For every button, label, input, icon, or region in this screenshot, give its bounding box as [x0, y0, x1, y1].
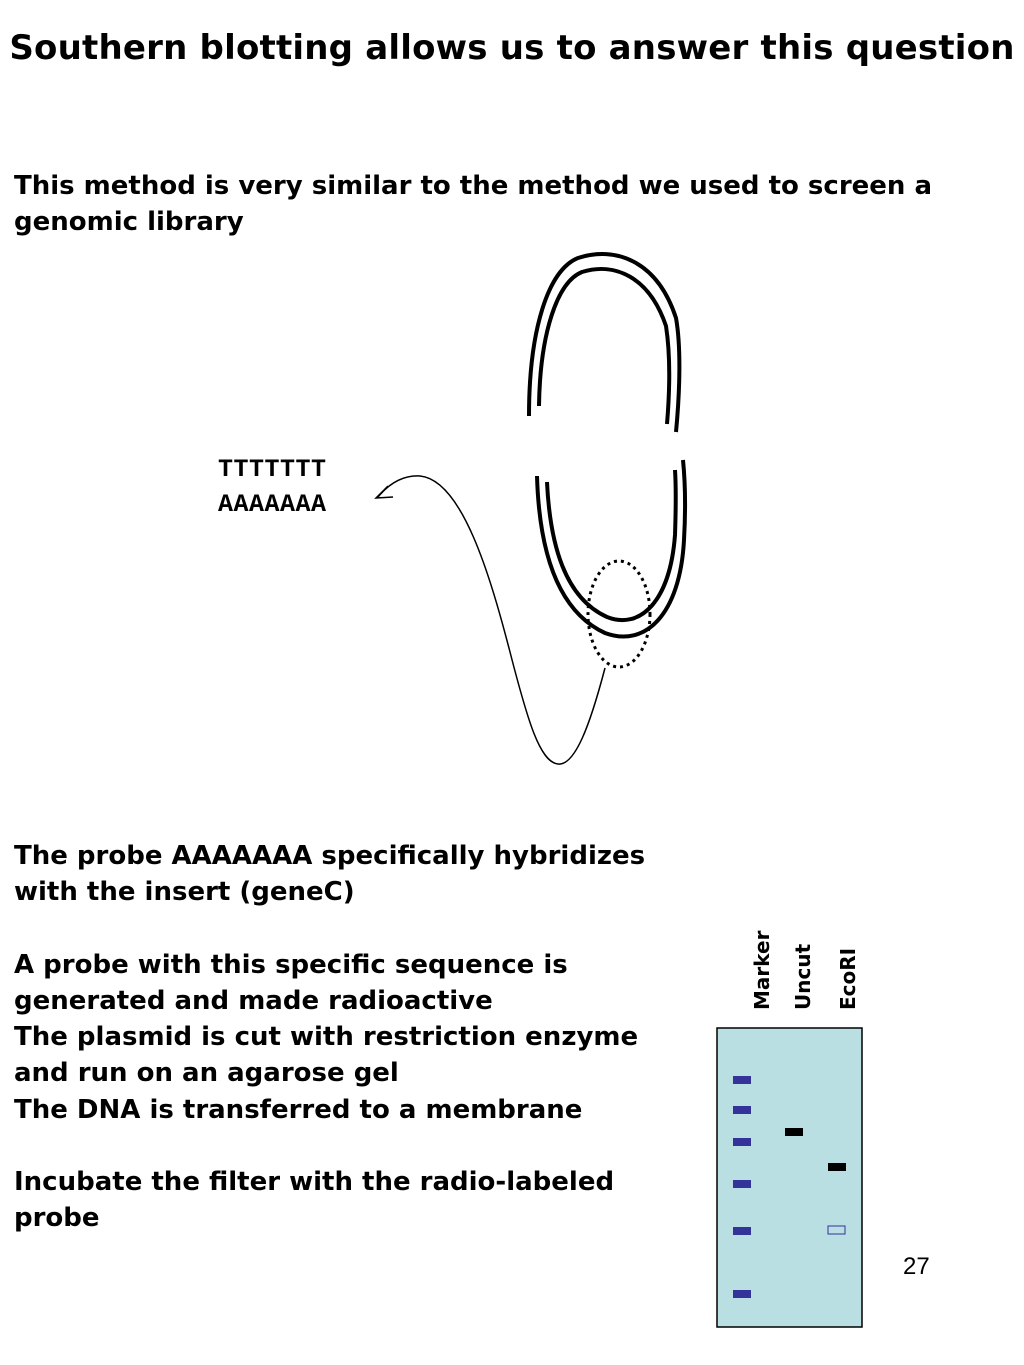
slide-title: Southern blotting allows us to answer this question	[9, 28, 1015, 68]
arrow-head-icon	[376, 486, 393, 498]
marker-band	[733, 1227, 751, 1235]
lane-label-ecori: EcoRI	[836, 947, 860, 1010]
marker-band	[733, 1290, 751, 1298]
marker-band	[733, 1180, 751, 1188]
ecori-band	[828, 1163, 846, 1171]
incubation-text: Incubate the filter with the radio-labeled probe	[14, 1167, 615, 1234]
lane-label-marker: Marker	[750, 930, 774, 1010]
probe-generation-text: A probe with this specific sequence is generated and made radioactive	[14, 949, 568, 1016]
plasmid-cut-text: The plasmid is cut with restriction enzyme and run on an agarose gel	[14, 1022, 639, 1089]
marker-band	[733, 1138, 751, 1146]
membrane-transfer-text: The DNA is transferred to a membrane	[14, 1094, 583, 1125]
lane-label-uncut: Uncut	[791, 943, 815, 1010]
marker-band	[733, 1106, 751, 1114]
plasmid-upper-inner-strand	[539, 269, 669, 424]
probe-top-strand: TTTTTTT	[218, 455, 327, 484]
plasmid-upper-outer-strand	[529, 254, 679, 432]
probe-bottom-strand: AAAAAAA	[218, 490, 327, 519]
uncut-band	[785, 1128, 803, 1136]
gel-membrane	[717, 1028, 862, 1327]
probe-hybridization-text: The probe AAAAAAA specifically hybridizes with the insert (geneC)	[14, 841, 646, 908]
marker-band	[733, 1076, 751, 1084]
explanation-text	[14, 838, 654, 1237]
intro-text: This method is very similar to the method we used to screen a genomic library	[14, 171, 933, 237]
hybridization-arrow-line	[378, 476, 605, 764]
plasmid-lower-outer-strand	[537, 460, 685, 637]
page-number: 27	[903, 1253, 930, 1280]
